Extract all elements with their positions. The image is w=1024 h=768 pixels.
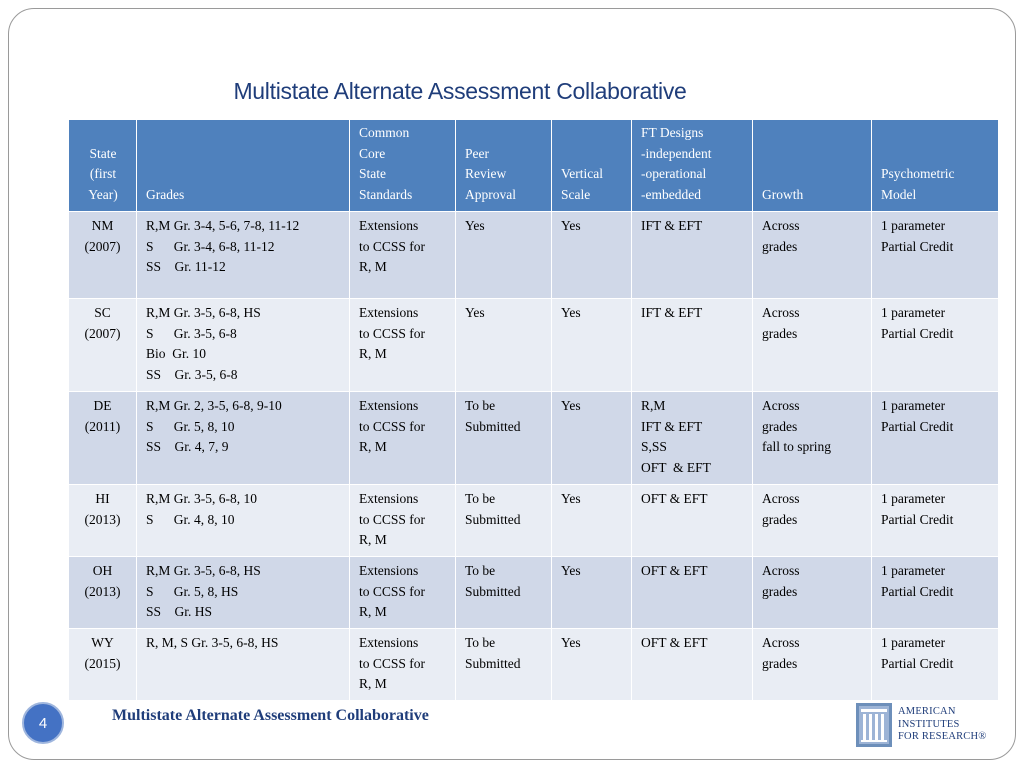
table-row bbox=[69, 299, 999, 392]
cell-growth-line: fall to spring bbox=[762, 439, 831, 454]
cell-ft-designs-line: OFT & EFT bbox=[641, 459, 711, 475]
cell-ft-designs-line: R,M bbox=[641, 398, 666, 413]
cell-peer-review bbox=[456, 392, 552, 485]
cell-vertical-scale bbox=[552, 485, 632, 557]
cell-state-line: (2011) bbox=[84, 418, 121, 434]
cell-psychometric-model bbox=[872, 212, 999, 299]
cell-peer-review bbox=[456, 629, 552, 701]
cell-grades-line: R, M, S Gr. 3-5, 6-8, HS bbox=[146, 635, 279, 650]
cell-psychometric-model-line: 1 parameter bbox=[881, 635, 946, 650]
cell-growth-line: Across bbox=[762, 218, 800, 233]
cell-standards-line: R, M bbox=[359, 604, 387, 619]
cell-vertical-scale-line: Yes bbox=[561, 491, 581, 506]
table-row bbox=[69, 629, 999, 701]
cell-psychometric-model bbox=[872, 557, 999, 629]
cell-vertical-scale bbox=[552, 557, 632, 629]
cell-state-line: (2015) bbox=[84, 655, 121, 671]
cell-grades-line: SS Gr. 3-5, 6-8 bbox=[146, 366, 238, 382]
cell-standards-line: Extensions bbox=[359, 305, 419, 320]
cell-standards-line: Extensions bbox=[359, 218, 419, 233]
cell-state bbox=[69, 557, 137, 629]
cell-vertical-scale bbox=[552, 392, 632, 485]
cell-vertical-scale-line: Yes bbox=[561, 635, 581, 650]
cell-peer-review-line: Yes bbox=[465, 218, 485, 233]
cell-peer-review bbox=[456, 485, 552, 557]
cell-grades bbox=[137, 299, 350, 392]
cell-standards bbox=[350, 392, 456, 485]
header-psychometric-model: Psychometric Model bbox=[872, 120, 999, 212]
cell-psychometric-model bbox=[872, 485, 999, 557]
cell-standards-line: to CCSS for bbox=[359, 511, 426, 527]
table-row bbox=[69, 557, 999, 629]
cell-standards-line: to CCSS for bbox=[359, 583, 426, 599]
cell-peer-review-line: To be bbox=[465, 563, 496, 578]
cell-standards bbox=[350, 557, 456, 629]
cell-growth bbox=[753, 212, 872, 299]
cell-peer-review bbox=[456, 212, 552, 299]
cell-grades-line: R,M Gr. 3-4, 5-6, 7-8, 11-12 bbox=[146, 218, 300, 233]
cell-growth-line: grades bbox=[762, 418, 798, 434]
cell-standards-line: R, M bbox=[359, 532, 387, 547]
cell-growth-line: Across bbox=[762, 563, 800, 578]
cell-growth-line: grades bbox=[762, 238, 798, 254]
cell-growth bbox=[753, 299, 872, 392]
table-header-row bbox=[69, 120, 999, 212]
cell-state bbox=[69, 629, 137, 701]
cell-standards-line: R, M bbox=[359, 676, 387, 691]
cell-psychometric-model-line: Partial Credit bbox=[881, 418, 954, 434]
logo-text: AMERICAN INSTITUTES FOR RESEARCH® bbox=[898, 706, 987, 742]
cell-standards bbox=[350, 485, 456, 557]
cell-growth-line: Across bbox=[762, 305, 800, 320]
cell-grades-line: R,M Gr. 3-5, 6-8, HS bbox=[146, 305, 261, 320]
cell-psychometric-model-line: 1 parameter bbox=[881, 491, 946, 506]
footer-title: Multistate Alternate Assessment Collaborative bbox=[112, 707, 429, 724]
cell-grades-line: R,M Gr. 2, 3-5, 6-8, 9-10 bbox=[146, 398, 282, 413]
cell-standards-line: R, M bbox=[359, 439, 387, 454]
cell-standards-line: to CCSS for bbox=[359, 655, 426, 671]
cell-growth-line: Across bbox=[762, 398, 800, 413]
cell-psychometric-model bbox=[872, 629, 999, 701]
cell-psychometric-model-line: 1 parameter bbox=[881, 218, 946, 233]
cell-ft-designs-line: OFT & EFT bbox=[641, 563, 708, 578]
header-growth: Growth bbox=[753, 120, 872, 212]
cell-psychometric-model-line: Partial Credit bbox=[881, 511, 954, 527]
cell-grades-line: R,M Gr. 3-5, 6-8, HS bbox=[146, 563, 261, 578]
cell-vertical-scale-line: Yes bbox=[561, 218, 581, 233]
cell-ft-designs-line: IFT & EFT bbox=[641, 218, 703, 233]
cell-state bbox=[69, 212, 137, 299]
cell-vertical-scale-line: Yes bbox=[561, 398, 581, 413]
cell-vertical-scale-line: Yes bbox=[561, 563, 581, 578]
cell-grades-line: Bio Gr. 10 bbox=[146, 346, 207, 361]
cell-grades bbox=[137, 557, 350, 629]
cell-growth bbox=[753, 557, 872, 629]
cell-ft-designs-line: IFT & EFT bbox=[641, 418, 703, 434]
building-columns-icon bbox=[856, 703, 892, 747]
cell-standards bbox=[350, 299, 456, 392]
cell-state bbox=[69, 392, 137, 485]
cell-psychometric-model-line: 1 parameter bbox=[881, 398, 946, 413]
cell-standards-line: to CCSS for bbox=[359, 238, 426, 254]
cell-state-line: NM bbox=[91, 218, 114, 233]
cell-state-line: (2013) bbox=[84, 583, 121, 599]
cell-ft-designs bbox=[632, 557, 753, 629]
cell-vertical-scale bbox=[552, 629, 632, 701]
header-peer-review: Peer Review Approval bbox=[456, 120, 552, 212]
cell-grades-line: SS Gr. 4, 7, 9 bbox=[146, 439, 229, 454]
cell-grades-line: SS Gr. 11-12 bbox=[146, 259, 226, 274]
cell-peer-review-line: Submitted bbox=[465, 511, 521, 527]
cell-standards-line: Extensions bbox=[359, 398, 419, 413]
table-row bbox=[69, 212, 999, 299]
cell-standards-line: Extensions bbox=[359, 491, 419, 506]
cell-grades-line: S Gr. 5, 8, 10 bbox=[146, 418, 235, 434]
cell-ft-designs bbox=[632, 212, 753, 299]
cell-grades-line: S Gr. 3-5, 6-8 bbox=[146, 325, 237, 341]
cell-standards bbox=[350, 212, 456, 299]
header-ft-designs: FT Designs -independent -operational -embedded bbox=[632, 120, 753, 212]
cell-ft-designs bbox=[632, 392, 753, 485]
cell-growth bbox=[753, 392, 872, 485]
cell-psychometric-model-line: Partial Credit bbox=[881, 583, 954, 599]
cell-peer-review-line: To be bbox=[465, 635, 496, 650]
cell-ft-designs-line: IFT & EFT bbox=[641, 305, 703, 320]
cell-grades bbox=[137, 629, 350, 701]
cell-state-line: OH bbox=[92, 563, 113, 578]
cell-ft-designs bbox=[632, 485, 753, 557]
cell-vertical-scale bbox=[552, 212, 632, 299]
cell-growth bbox=[753, 485, 872, 557]
cell-growth bbox=[753, 629, 872, 701]
cell-standards-line: to CCSS for bbox=[359, 418, 426, 434]
slide-title: Multistate Alternate Assessment Collaborative bbox=[233, 78, 687, 104]
cell-standards-line: to CCSS for bbox=[359, 325, 426, 341]
cell-grades-line: SS Gr. HS bbox=[146, 604, 213, 619]
cell-psychometric-model-line: Partial Credit bbox=[881, 238, 954, 254]
header-grades: Grades bbox=[137, 120, 350, 212]
cell-ft-designs bbox=[632, 299, 753, 392]
cell-state bbox=[69, 485, 137, 557]
page-number-badge: 4 bbox=[22, 702, 64, 744]
cell-state-line: SC bbox=[94, 305, 111, 320]
cell-standards-line: R, M bbox=[359, 346, 387, 361]
header-standards: Common Core State Standards bbox=[350, 120, 456, 212]
cell-state-line: (2007) bbox=[84, 325, 121, 341]
cell-standards-line: Extensions bbox=[359, 635, 419, 650]
cell-state-line: (2007) bbox=[84, 238, 121, 254]
cell-growth-line: grades bbox=[762, 655, 798, 671]
cell-ft-designs-line: S,SS bbox=[641, 439, 667, 454]
header-vertical-scale: Vertical Scale bbox=[552, 120, 632, 212]
cell-psychometric-model bbox=[872, 299, 999, 392]
cell-psychometric-model bbox=[872, 392, 999, 485]
cell-psychometric-model-line: Partial Credit bbox=[881, 325, 954, 341]
cell-standards-line: Extensions bbox=[359, 563, 419, 578]
cell-psychometric-model-line: Partial Credit bbox=[881, 655, 954, 671]
cell-grades-line: R,M Gr. 3-5, 6-8, 10 bbox=[146, 491, 257, 506]
cell-peer-review bbox=[456, 299, 552, 392]
cell-peer-review-line: Submitted bbox=[465, 655, 521, 671]
cell-state-line: HI bbox=[95, 491, 110, 506]
cell-peer-review-line: Yes bbox=[465, 305, 485, 320]
header-state: State (first Year) bbox=[69, 120, 137, 212]
cell-grades bbox=[137, 212, 350, 299]
table-row bbox=[69, 392, 999, 485]
cell-peer-review-line: To be bbox=[465, 491, 496, 506]
cell-peer-review bbox=[456, 557, 552, 629]
cell-vertical-scale-line: Yes bbox=[561, 305, 581, 320]
cell-growth-line: Across bbox=[762, 635, 800, 650]
cell-state bbox=[69, 299, 137, 392]
cell-growth-line: Across bbox=[762, 491, 800, 506]
cell-ft-designs-line: OFT & EFT bbox=[641, 635, 708, 650]
cell-peer-review-line: To be bbox=[465, 398, 496, 413]
cell-state-line: DE bbox=[93, 398, 112, 413]
cell-peer-review-line: Submitted bbox=[465, 583, 521, 599]
cell-state-line: (2013) bbox=[84, 511, 121, 527]
cell-grades-line: S Gr. 4, 8, 10 bbox=[146, 511, 235, 527]
cell-grades bbox=[137, 485, 350, 557]
cell-peer-review-line: Submitted bbox=[465, 418, 521, 434]
cell-psychometric-model-line: 1 parameter bbox=[881, 563, 946, 578]
cell-grades-line: S Gr. 5, 8, HS bbox=[146, 583, 239, 599]
cell-standards-line: R, M bbox=[359, 259, 387, 274]
cell-standards bbox=[350, 629, 456, 701]
cell-state-line: WY bbox=[91, 635, 114, 650]
collaborative-table bbox=[68, 119, 999, 701]
cell-grades-line: S Gr. 3-4, 6-8, 11-12 bbox=[146, 238, 275, 254]
cell-ft-designs-line: OFT & EFT bbox=[641, 491, 708, 506]
cell-grades bbox=[137, 392, 350, 485]
air-logo bbox=[856, 703, 992, 747]
cell-psychometric-model-line: 1 parameter bbox=[881, 305, 946, 320]
cell-vertical-scale bbox=[552, 299, 632, 392]
cell-growth-line: grades bbox=[762, 511, 798, 527]
table-row bbox=[69, 485, 999, 557]
cell-growth-line: grades bbox=[762, 583, 798, 599]
cell-growth-line: grades bbox=[762, 325, 798, 341]
cell-ft-designs bbox=[632, 629, 753, 701]
